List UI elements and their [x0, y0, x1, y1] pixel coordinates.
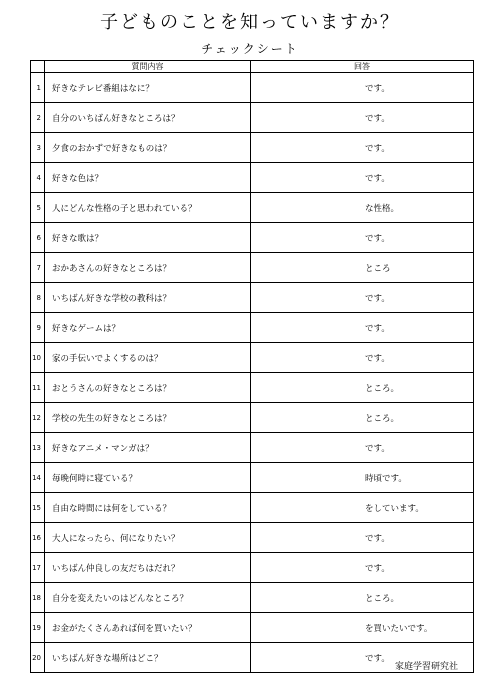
table-row [31, 163, 474, 193]
answer-cell[interactable]: です。 [251, 553, 474, 583]
table-row [31, 493, 474, 523]
table-row [31, 133, 474, 163]
answer-cell[interactable]: です。 [251, 313, 474, 343]
question-cell: 好きな歌は？ [45, 223, 251, 253]
row-number: 18 [31, 583, 45, 613]
row-number: 4 [31, 163, 45, 193]
row-number: 12 [31, 403, 45, 433]
question-cell: お金がたくさんあれば何を買いたい？ [45, 613, 251, 643]
question-cell: 人にどんな性格の子と思われている？ [45, 193, 251, 223]
answer-cell[interactable]: です。 [251, 103, 474, 133]
row-number: 19 [31, 613, 45, 643]
header-question: 質問内容 [45, 61, 251, 73]
row-number: 5 [31, 193, 45, 223]
answer-cell[interactable]: 時頃です。 [251, 463, 474, 493]
question-cell: いちばん好きな学校の教科は？ [45, 283, 251, 313]
table-row [31, 553, 474, 583]
row-number: 3 [31, 133, 45, 163]
header-answer: 回答 [251, 61, 474, 73]
answer-cell[interactable]: です。 [251, 73, 474, 103]
publisher-footer: 家庭学習研究社 [395, 662, 459, 672]
question-cell: 自分を変えたいのはどんなところ？ [45, 583, 251, 613]
question-cell: いちばん好きな場所はどこ？ [45, 643, 251, 673]
question-cell: 大人になったら、何になりたい？ [45, 523, 251, 553]
row-number: 9 [31, 313, 45, 343]
question-cell: 毎晩何時に寝ている？ [45, 463, 251, 493]
page-subtitle: チェックシート [201, 42, 299, 56]
table-row [31, 373, 474, 403]
checklist-table [30, 60, 474, 673]
row-number: 7 [31, 253, 45, 283]
table-row [31, 433, 474, 463]
row-number: 11 [31, 373, 45, 403]
answer-cell[interactable]: です。 [251, 433, 474, 463]
table-row [31, 73, 474, 103]
answer-cell[interactable]: ところ。 [251, 403, 474, 433]
table-header-row [31, 61, 474, 73]
question-cell: いちばん仲良しの友だちはだれ？ [45, 553, 251, 583]
table-row [31, 523, 474, 553]
table-row [31, 583, 474, 613]
answer-cell[interactable]: です。 [251, 223, 474, 253]
answer-cell[interactable]: な性格。 [251, 193, 474, 223]
answer-cell[interactable]: です。 [251, 523, 474, 553]
answer-cell[interactable]: をしています。 [251, 493, 474, 523]
table-row [31, 223, 474, 253]
row-number: 6 [31, 223, 45, 253]
question-cell: 好きなゲームは？ [45, 313, 251, 343]
question-cell: おかあさんの好きなところは？ [45, 253, 251, 283]
answer-cell[interactable]: ところ。 [251, 373, 474, 403]
row-number: 1 [31, 73, 45, 103]
answer-cell[interactable]: です。 [251, 133, 474, 163]
row-number: 16 [31, 523, 45, 553]
question-cell: 家の手伝いでよくするのは？ [45, 343, 251, 373]
row-number: 13 [31, 433, 45, 463]
row-number: 10 [31, 343, 45, 373]
table-row [31, 193, 474, 223]
table-row [31, 343, 474, 373]
row-number: 14 [31, 463, 45, 493]
table-row [31, 103, 474, 133]
answer-cell[interactable]: です。 [251, 163, 474, 193]
question-cell: 好きなテレビ番組はなに？ [45, 73, 251, 103]
answer-cell[interactable]: ところ [251, 253, 474, 283]
answer-cell[interactable]: ところ。 [251, 583, 474, 613]
row-number: 20 [31, 643, 45, 673]
question-cell: 好きなアニメ・マンガは？ [45, 433, 251, 463]
header-number [31, 61, 45, 73]
table-body [31, 73, 474, 673]
answer-cell[interactable]: です。 [251, 343, 474, 373]
page-title: 子どものことを知っていますか？ [100, 12, 400, 33]
answer-cell[interactable]: です。 [251, 283, 474, 313]
table-row [31, 613, 474, 643]
table-row [31, 403, 474, 433]
question-cell: 夕食のおかずで好きなものは？ [45, 133, 251, 163]
answer-cell[interactable]: です。 [251, 643, 474, 673]
table-row [31, 313, 474, 343]
question-cell: 自由な時間には何をしている？ [45, 493, 251, 523]
row-number: 2 [31, 103, 45, 133]
answer-cell[interactable]: を買いたいです。 [251, 613, 474, 643]
table-row [31, 253, 474, 283]
table-row [31, 463, 474, 493]
row-number: 15 [31, 493, 45, 523]
question-cell: おとうさんの好きなところは？ [45, 373, 251, 403]
table-row [31, 283, 474, 313]
question-cell: 好きな色は？ [45, 163, 251, 193]
row-number: 8 [31, 283, 45, 313]
question-cell: 自分のいちばん好きなところは？ [45, 103, 251, 133]
question-cell: 学校の先生の好きなところは？ [45, 403, 251, 433]
row-number: 17 [31, 553, 45, 583]
